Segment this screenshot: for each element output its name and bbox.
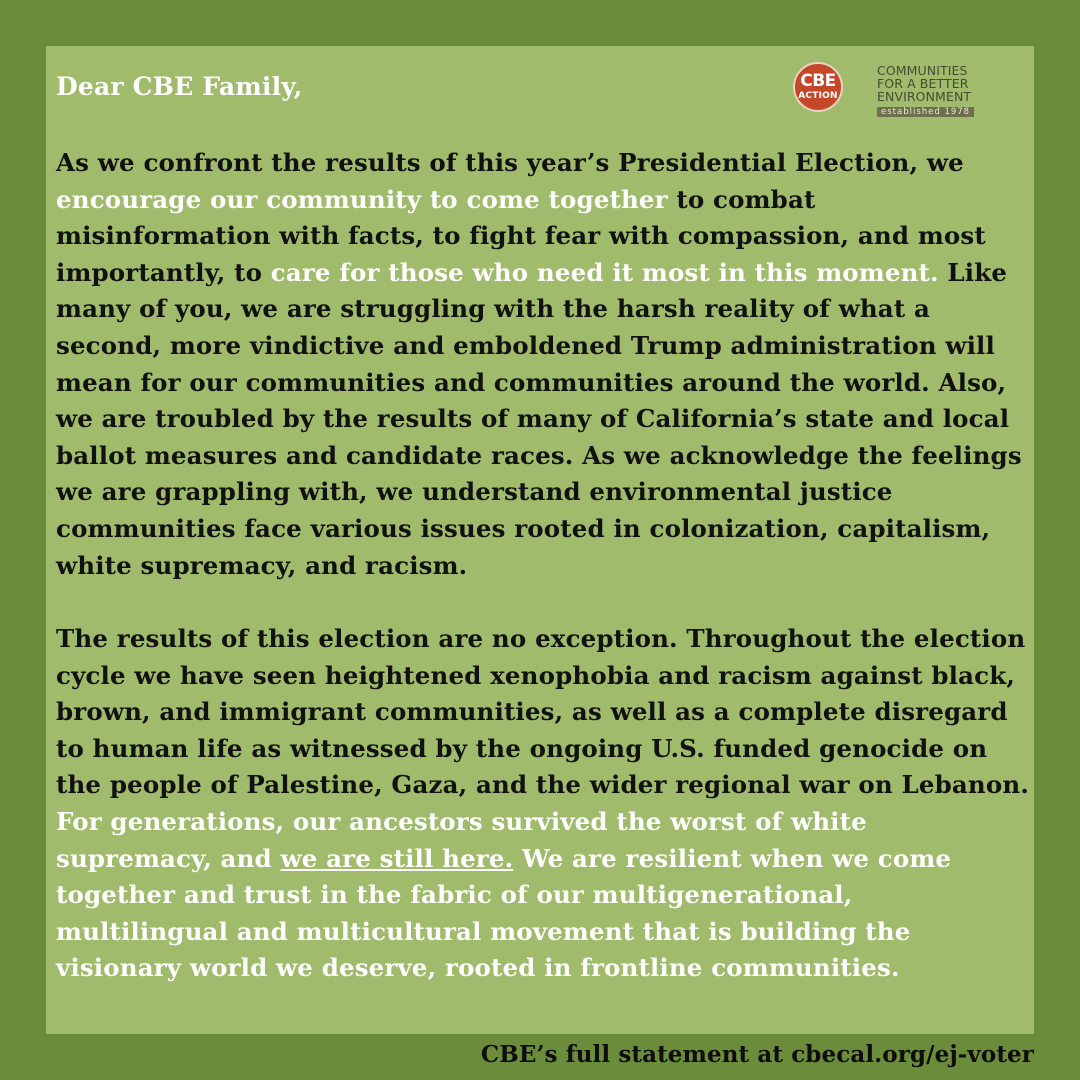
paragraph1-text-1: As we confront the results of this year’s Presidential Election, we — [56, 148, 964, 177]
org-name-line1: COMMUNITIES — [877, 63, 968, 78]
paragraph1-highlight-1: encourage our community to come together — [56, 184, 668, 214]
greeting: Dear CBE Family, — [56, 72, 303, 101]
org-name-line3: ENVIRONMENT — [877, 89, 972, 104]
paragraph2-highlight-1: For generations, our ancestors survived the worst of white supremacy, and — [56, 806, 867, 873]
logo-badge-line1: CBE — [800, 71, 836, 91]
paragraph1-text-3: Like many of you, we are struggling with the harsh reality of what a second, more vindictive and emboldened Trump administration will mean for our communities and communities around the world. Also, we are troubled by the results of many of California’s state and local ballot measures and candidate races. As we acknowledge the feelings we are grappling with, we understand environmental justice communities face various issues rooted in colonization, capitalism, white supremacy, and racism. — [56, 257, 1022, 580]
paragraph1-text-2: to combat misinformation with facts, to fight fear with compassion, and most importantly, to — [56, 184, 986, 287]
footer-statement-link: CBE’s full statement at cbecal.org/ej-voter — [480, 1041, 1034, 1068]
logo-badge-line2: ACTION — [798, 91, 838, 101]
org-name-line2: FOR A BETTER — [877, 76, 969, 91]
statement-paragraph-1 — [56, 145, 1031, 584]
paragraph1-highlight-2: care for those who need it most in this moment. — [270, 257, 939, 287]
cbe-action-logo — [793, 62, 843, 112]
org-established: established 1978 — [877, 107, 974, 117]
statement-paragraph-2 — [56, 621, 1031, 987]
letter-panel — [46, 46, 1034, 1034]
paragraph2-highlight-2: We are resilient when we come together and trust in the fabric of our multigenerational, multilingual and multicultural movement that is building the visionary world we deserve, rooted in frontline communities. — [56, 843, 952, 983]
paragraph2-text-1: The results of this election are no exception. Throughout the election cycle we have seen heightened xenophobia and racism against black, brown, and immigrant communities, as well as a complete disregard to human life as witnessed by the ongoing U.S. funded genocide on the people of Palestine, Gaza, and the wider regional war on Lebanon. — [56, 624, 1030, 800]
organization-logo-text — [877, 64, 974, 117]
paragraph2-underlined-phrase: we are still here. — [280, 843, 514, 873]
